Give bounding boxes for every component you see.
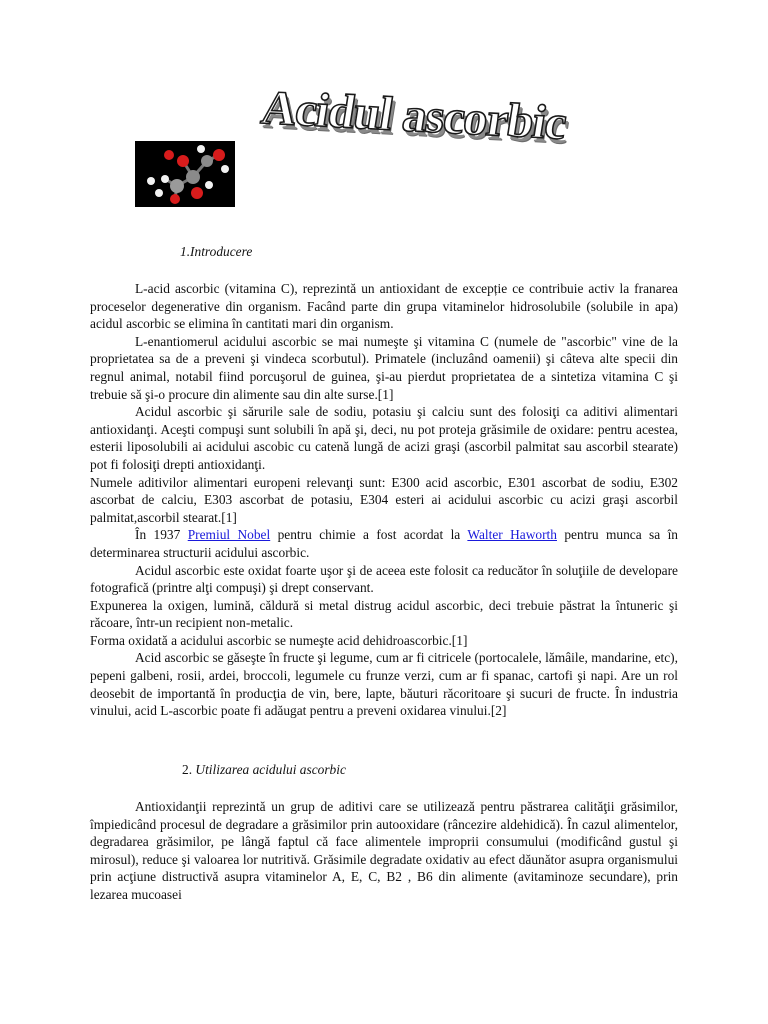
molecule-3d-model <box>135 141 235 207</box>
link-premiul-nobel[interactable]: Premiul Nobel <box>187 527 271 543</box>
paragraph: Expunerea la oxigen, lumină, căldură si metal distrug acidul ascorbic, deci trebuie păstrat la întuneric şi răcoare, într-un recipient non-metalic. <box>90 597 678 631</box>
section-heading-text: Utilizarea acidului ascorbic <box>195 762 346 777</box>
section-introducere-body <box>90 280 678 720</box>
paragraph: Acidul ascorbic este oxidat foarte uşor şi de aceea este folosit ca reducător în soluţiile de developare fotografică (printre alţi compuşi) şi drept conservant. <box>90 562 678 596</box>
paragraph-nobel <box>90 526 678 561</box>
section-number: 2. <box>182 762 193 777</box>
section-heading-utilizarea <box>182 762 346 778</box>
paragraph: Numele aditivilor alimentari europeni relevanţi sunt: E300 acid ascorbic, E301 ascorbat de sodiu, E302 ascorbat de calciu, E303 ascorbat de potasiu, E304 esteri ai acidului ascorbic cu acizi graşi ascorbil palmitat,ascorbil stearat.[1] <box>90 474 678 525</box>
text-segment: pentru chimie a fost acordat la <box>270 527 468 543</box>
paragraph: L-enantiomerul acidului ascorbic se mai numeşte şi vitamina C (numele de "ascorbic" vine de la proprietatea sa de a preveni şi vindeca scorbutul). Primatele (incluzând oamenii) şi câteva alte specii din regnul animal, notabil fiind porcuşorul de guinea, şi-au pierdut proprietatea de a sintetiza vitamina C şi trebuie să şi-o procure din alimente sau din alte surse.[1] <box>90 333 678 402</box>
text-segment: pentru munca sa în determinarea structurii acidului ascorbic. <box>90 527 678 560</box>
paragraph: Forma oxidată a acidului ascorbic se numeşte acid dehidroascorbic.[1] <box>90 632 468 648</box>
text-segment: În 1937 <box>135 527 188 543</box>
molecule-image <box>135 141 235 207</box>
section-utilizarea-body <box>90 798 678 904</box>
section-heading-introducere: 1.Introducere <box>180 244 253 259</box>
paragraph: Antioxidanţii reprezintă un grup de aditivi care se utilizează pentru păstrarea calităţii grăsimilor, împiedicând procesul de degradare a grăsimilor prin autooxidare (râncezire aldehidică). În cazul alimentelor, degradarea grăsimilor, pe lângă faptul că face alimentele improprii consumului (modificând gustul şi mirosul), reduce şi valoarea lor nutritivă. Grăsimile degradate oxidativ au efect dăunător asupra organismului prin acţiune distructivă asupra vitaminelor A, E, C, B2 , B6 din alimente (avitaminoze secundare), prin lezarea mucoasei <box>90 799 678 902</box>
link-walter-haworth[interactable]: Walter Haworth <box>467 527 557 543</box>
paragraph: Acidul ascorbic şi sărurile sale de sodiu, potasiu şi calciu sunt des folosiţi ca aditivi alimentari antioxidanţi. Aceşti compuşi sunt solubili în apă şi, deci, nu pot proteja grăsimile de oxidare: pentru acestea, esterii liposolubili ai acidului ascobic cu catenă lungă de acizi graşi (ascorbil palmitat sau ascorbil stearate) pot fi folosiţi drepti antioxidanţi. <box>90 404 678 472</box>
paragraph: L-acid ascorbic (vitamina C), reprezintă un antioxidant de excepție ce contribuie activ la franarea proceselor degenerative din organism. Facând parte din grupa vitaminelor hidrosolubile (solubile in apa) acidul ascorbic se elimina în cantitati mari din organism. <box>90 281 678 332</box>
paragraph: Acid ascorbic se găseşte în fructe şi legume, cum ar fi citricele (portocalele, lămâile, mandarine, etc), pepeni galbeni, rosii, ardei, broccoli, legumele cu frunze verzi, cum ar fi spanac, cartofi şi napi. Are un rol deosebit de importantă în producţia de vin, bere, lapte, băuturi răcoritoare şi sucuri de fructe. În industria vinului, acid L-ascorbic poate fi adăugat pentru a preveni oxidarea vinului.[2] <box>90 650 678 719</box>
document-title: Acidul ascorbic <box>258 81 570 150</box>
